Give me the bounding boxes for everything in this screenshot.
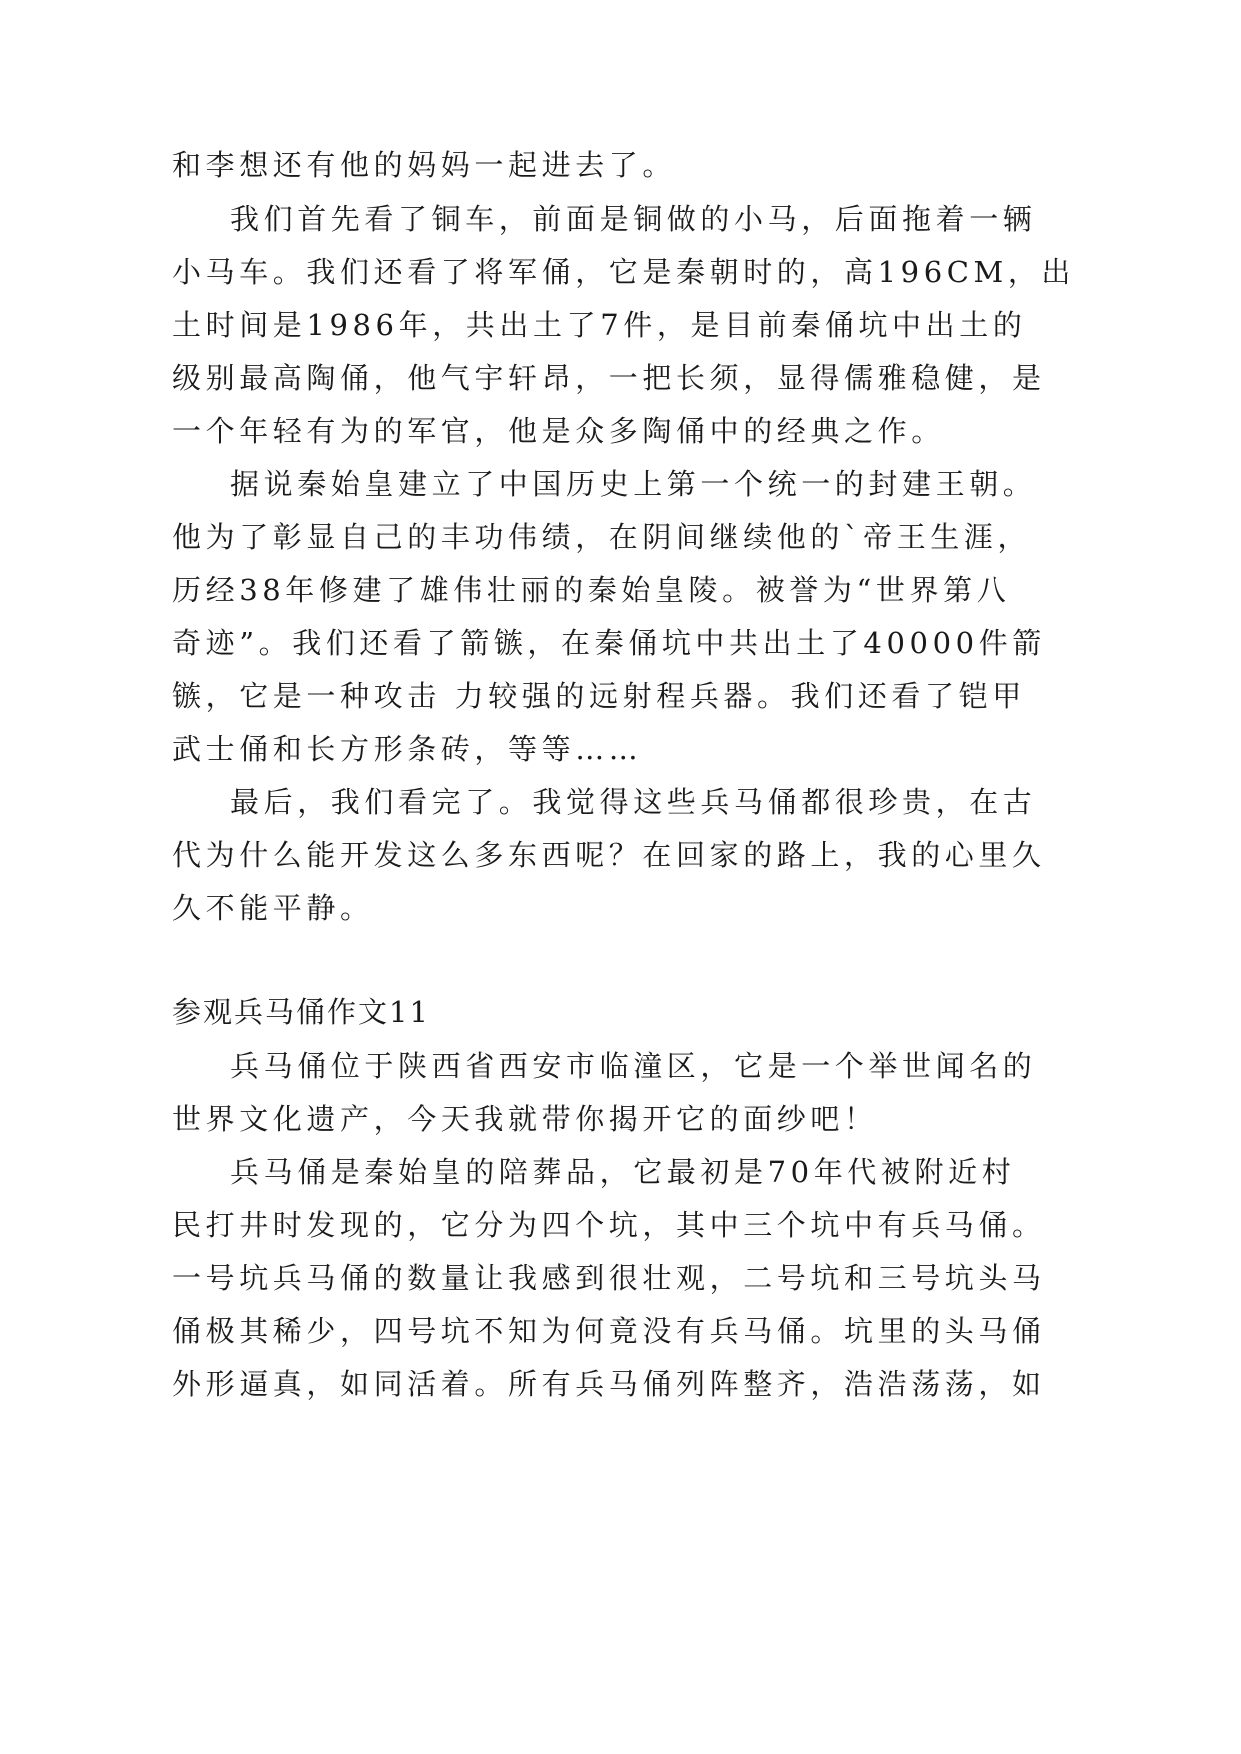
- paragraph-line: 兵马俑是秦始皇的陪葬品，它最初是70年代被附近村: [230, 1155, 1016, 1189]
- paragraph-line: 和李想还有他的妈妈一起进去了。: [172, 148, 677, 182]
- paragraph-line: 一号坑兵马俑的数量让我感到很壮观，二号坑和三号坑头马: [172, 1261, 1046, 1295]
- paragraph-line: 外形逼真，如同活着。所有兵马俑列阵整齐，浩浩荡荡，如: [172, 1367, 1046, 1401]
- paragraph-line: 我们首先看了铜车，前面是铜做的小马，后面拖着一辆: [230, 202, 1037, 236]
- paragraph-line: 级别最高陶俑，他气宇轩昂，一把长须，显得儒雅稳健，是: [172, 361, 1046, 395]
- paragraph-line: 久不能平静。: [172, 891, 374, 925]
- paragraph-line: 历经38年修建了雄伟壮丽的秦始皇陵。被誉为“世界第八: [172, 573, 1011, 607]
- paragraph-line: 小马车。我们还看了将军俑，它是秦朝时的，高196CM，出: [172, 255, 1076, 289]
- paragraph-line: 据说秦始皇建立了中国历史上第一个统一的封建王朝。: [230, 467, 1037, 501]
- section-title: 参观兵马俑作文11: [172, 995, 430, 1029]
- paragraph-line: 镞，它是一种攻击 力较强的远射程兵器。我们还看了铠甲: [172, 679, 1026, 713]
- paragraph-line: 土时间是1986年，共出土了7件，是目前秦俑坑中出土的: [172, 308, 1027, 342]
- paragraph-line: 武士俑和长方形条砖，等等……: [172, 732, 643, 766]
- paragraph-line: 世界文化遗产，今天我就带你揭开它的面纱吧！: [172, 1102, 878, 1136]
- paragraph-line: 民打井时发现的，它分为四个坑，其中三个坑中有兵马俑。: [172, 1208, 1046, 1242]
- paragraph-line: 兵马俑位于陕西省西安市临潼区，它是一个举世闻名的: [230, 1049, 1037, 1083]
- paragraph-line: 最后，我们看完了。我觉得这些兵马俑都很珍贵，在古: [230, 785, 1037, 819]
- paragraph-line: 一个年轻有为的军官，他是众多陶俑中的经典之作。: [172, 414, 945, 448]
- paragraph-line: 奇迹”。我们还看了箭镞，在秦俑坑中共出土了40000件箭: [172, 626, 1046, 660]
- paragraph-line: 代为什么能开发这么多东西呢？在回家的路上，我的心里久: [172, 838, 1046, 872]
- paragraph-line: 他为了彰显自己的丰功伟绩，在阴间继续他的`帝王生涯，: [172, 520, 1032, 554]
- paragraph-line: 俑极其稀少，四号坑不知为何竟没有兵马俑。坑里的头马俑: [172, 1314, 1046, 1348]
